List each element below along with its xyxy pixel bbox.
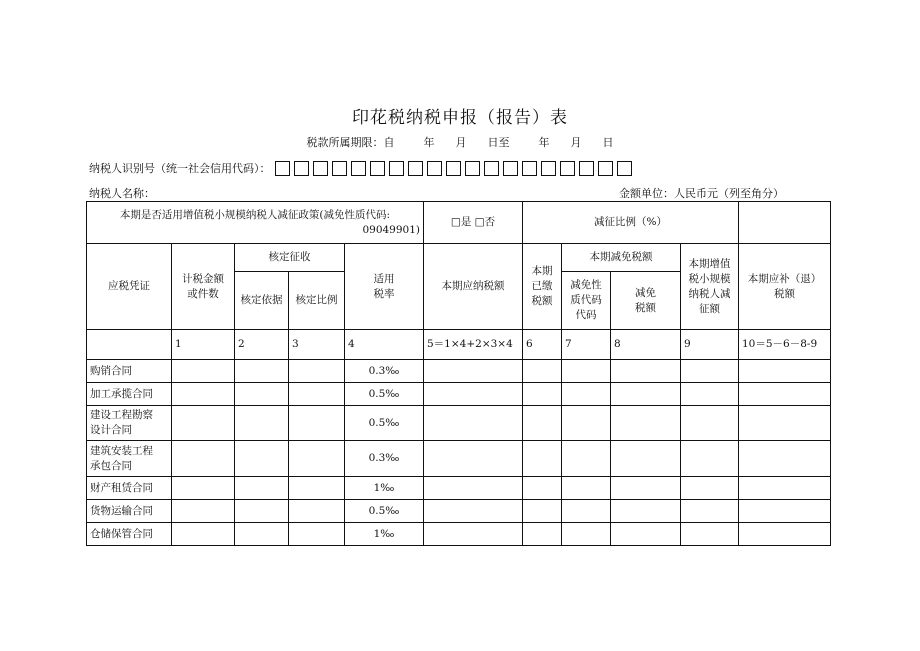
column-number-row (87, 330, 831, 360)
taxpayer-id-digit-box[interactable] (275, 161, 290, 176)
entry-cell[interactable] (523, 406, 562, 441)
entry-cell[interactable] (739, 360, 831, 383)
taxpayer-id-digit-box[interactable] (465, 161, 480, 176)
table-row (87, 477, 831, 500)
header-amount-line2: 或件数 (187, 287, 219, 300)
voucher-name-line1: 财产租赁合同 (90, 481, 153, 494)
entry-cell[interactable] (289, 500, 345, 523)
entry-cell[interactable] (172, 441, 235, 477)
entry-cell[interactable] (289, 477, 345, 500)
entry-cell[interactable] (424, 383, 523, 406)
table-row (87, 523, 831, 546)
period-label: 税款所属期限：自 (306, 136, 395, 149)
tax-rate: 0.5‰ (345, 500, 424, 523)
entry-cell[interactable] (172, 523, 235, 546)
header-paid-line3: 税额 (531, 295, 553, 307)
entry-cell[interactable] (235, 500, 289, 523)
header-small-scale (681, 244, 739, 330)
entry-cell[interactable] (235, 406, 289, 441)
policy-question (87, 202, 424, 244)
amount-unit: 金额单位：人民币元（列至角分） (619, 187, 784, 200)
taxpayer-id-digit-box[interactable] (332, 161, 347, 176)
voucher-name (87, 406, 172, 441)
entry-cell[interactable] (562, 383, 611, 406)
entry-cell[interactable] (681, 406, 739, 441)
entry-cell[interactable] (424, 441, 523, 477)
entry-cell[interactable] (739, 523, 831, 546)
reduction-ratio-label: 减征比例（%） (523, 202, 739, 244)
voucher-name-line1: 货物运输合同 (90, 504, 153, 517)
taxpayer-id-digit-box[interactable] (541, 161, 556, 176)
entry-cell[interactable] (424, 360, 523, 383)
entry-cell[interactable] (523, 360, 562, 383)
column-number: 5＝1×4+2×3×4 (424, 330, 523, 360)
header-code-line1: 减免性 (570, 279, 602, 291)
taxpayer-id-label: 纳税人识别号（统一社会信用代码）： (89, 162, 271, 175)
voucher-name-line2: 承包合同 (90, 459, 132, 472)
header-rate-line2: 税率 (373, 287, 395, 300)
entry-cell[interactable] (424, 406, 523, 441)
header-exempt (611, 272, 681, 330)
table-row (87, 406, 831, 441)
column-number: 2 (235, 330, 289, 360)
period-month-1: 月 (455, 136, 467, 149)
policy-text-line1: 本期是否适用增值税小规模纳税人减征政策(减免性质代码: (119, 208, 391, 221)
entry-cell[interactable] (523, 500, 562, 523)
tax-rate: 0.5‰ (345, 406, 424, 441)
entry-cell[interactable] (681, 360, 739, 383)
taxpayer-id-digit-box[interactable] (560, 161, 575, 176)
period-year-1: 年 (423, 136, 435, 149)
voucher-name (87, 477, 172, 500)
header-voucher: 应税凭证 (87, 244, 172, 330)
column-number: 3 (289, 330, 345, 360)
taxpayer-id-digit-box[interactable] (408, 161, 423, 176)
policy-text-line2: 09049901) (362, 223, 420, 236)
taxpayer-id-digit-box[interactable] (503, 161, 518, 176)
entry-cell[interactable] (235, 441, 289, 477)
taxpayer-id-digit-box[interactable] (427, 161, 442, 176)
tax-rate: 0.3‰ (345, 441, 424, 477)
entry-cell[interactable] (289, 360, 345, 383)
taxpayer-id-row (89, 160, 636, 176)
entry-cell[interactable] (681, 500, 739, 523)
header-ratio: 核定比例 (289, 272, 345, 330)
header-code (562, 272, 611, 330)
header-code-line3: 代码 (575, 309, 597, 321)
entry-cell[interactable] (235, 360, 289, 383)
entry-cell[interactable] (523, 477, 562, 500)
period-day-2: 日 (602, 136, 614, 149)
header-small-line4: 征额 (699, 302, 720, 315)
reduction-ratio-value[interactable] (739, 202, 831, 244)
header-small-line2: 税小规模 (688, 272, 731, 285)
entry-cell[interactable] (611, 360, 681, 383)
header-exempt-line1: 减免 (635, 286, 656, 299)
entry-cell[interactable] (562, 406, 611, 441)
voucher-name (87, 523, 172, 546)
entry-cell[interactable] (562, 523, 611, 546)
header-exempt-line2: 税额 (635, 301, 656, 314)
voucher-name-line1: 加工承揽合同 (90, 387, 153, 400)
entry-cell[interactable] (235, 383, 289, 406)
entry-cell[interactable] (739, 383, 831, 406)
taxpayer-name-label: 纳税人名称： (89, 187, 155, 200)
entry-cell[interactable] (289, 441, 345, 477)
voucher-name (87, 441, 172, 477)
table-row (87, 383, 831, 406)
header-paid (523, 244, 562, 330)
tax-period (0, 134, 920, 150)
entry-cell[interactable] (424, 477, 523, 500)
voucher-name (87, 383, 172, 406)
entry-cell[interactable] (289, 523, 345, 546)
policy-no-checkbox[interactable]: □否 (474, 216, 496, 228)
voucher-name-line2: 设计合同 (90, 424, 132, 436)
taxpayer-id-digit-box[interactable] (484, 161, 499, 176)
header-small-line1: 本期增值 (688, 257, 731, 270)
column-number-voucher (87, 330, 172, 360)
entry-cell[interactable] (681, 441, 739, 477)
tax-rate: 0.3‰ (345, 360, 424, 383)
header-rate (345, 244, 424, 330)
column-number: 4 (345, 330, 424, 360)
header-rate-line1: 适用 (373, 272, 395, 285)
taxpayer-id-digit-box[interactable] (370, 161, 385, 176)
policy-yes-checkbox[interactable]: □是 (450, 216, 472, 228)
entry-cell[interactable] (424, 523, 523, 546)
taxpayer-id-digit-box[interactable] (351, 161, 366, 176)
header-refund-line2: 税额 (774, 287, 795, 300)
tax-rate: 1‰ (345, 477, 424, 500)
header-assessed: 核定征收 (235, 244, 345, 272)
taxpayer-id-digit-box[interactable] (389, 161, 404, 176)
header-basis: 核定依据 (235, 272, 289, 330)
entry-cell[interactable] (235, 477, 289, 500)
entry-cell[interactable] (611, 523, 681, 546)
column-number: 8 (611, 330, 681, 360)
taxpayer-id-digit-box[interactable] (598, 161, 613, 176)
declaration-table (86, 201, 831, 546)
taxpayer-id-digit-box[interactable] (446, 161, 461, 176)
entry-cell[interactable] (562, 477, 611, 500)
entry-cell[interactable] (523, 523, 562, 546)
entry-cell[interactable] (172, 383, 235, 406)
voucher-name-line1: 仓储保管合同 (90, 527, 153, 540)
voucher-name-line1: 购销合同 (90, 364, 132, 377)
entry-cell[interactable] (172, 360, 235, 383)
column-number: 6 (523, 330, 562, 360)
entry-cell[interactable] (172, 406, 235, 441)
taxpayer-id-digit-box[interactable] (579, 161, 594, 176)
entry-cell[interactable] (235, 523, 289, 546)
entry-cell[interactable] (172, 500, 235, 523)
entry-cell[interactable] (172, 477, 235, 500)
voucher-name-line1: 建筑安装工程 (90, 444, 153, 457)
taxpayer-id-digit-box[interactable] (313, 161, 328, 176)
entry-cell[interactable] (611, 441, 681, 477)
entry-cell[interactable] (681, 383, 739, 406)
header-refund (739, 244, 831, 330)
period-day-1: 日至 (487, 136, 510, 149)
entry-cell[interactable] (562, 360, 611, 383)
policy-choice[interactable] (424, 202, 523, 244)
table-row (87, 500, 831, 523)
entry-cell[interactable] (611, 406, 681, 441)
tax-rate: 1‰ (345, 523, 424, 546)
entry-cell[interactable] (739, 500, 831, 523)
entry-cell[interactable] (523, 441, 562, 477)
period-year-2: 年 (538, 136, 550, 149)
entry-cell[interactable] (739, 477, 831, 500)
entry-cell[interactable] (289, 406, 345, 441)
header-amount (172, 244, 235, 330)
column-number: 10＝5－6－8-9 (739, 330, 831, 360)
header-refund-line1: 本期应补（退） (747, 272, 822, 285)
entry-cell[interactable] (562, 441, 611, 477)
voucher-name-line1: 建设工程勘察 (90, 409, 153, 421)
header-code-line2: 质代码 (570, 294, 602, 306)
entry-cell[interactable] (611, 500, 681, 523)
entry-cell[interactable] (289, 383, 345, 406)
period-month-2: 月 (570, 136, 582, 149)
header-payable: 本期应纳税额 (424, 244, 523, 330)
entry-cell[interactable] (424, 500, 523, 523)
entry-cell[interactable] (739, 441, 831, 477)
table-row (87, 360, 831, 383)
entry-cell[interactable] (611, 383, 681, 406)
entry-cell[interactable] (611, 477, 681, 500)
form-title: 印花税纳税申报（报告）表 (352, 108, 568, 128)
header-amount-line1: 计税金额 (182, 272, 224, 285)
taxpayer-id-digit-box[interactable] (522, 161, 537, 176)
header-small-line3: 纳税人减 (688, 287, 731, 300)
taxpayer-id-digit-box[interactable] (294, 161, 309, 176)
column-number: 1 (172, 330, 235, 360)
table-row (87, 441, 831, 477)
column-number: 9 (681, 330, 739, 360)
tax-rate: 0.5‰ (345, 383, 424, 406)
taxpayer-id-digit-box[interactable] (617, 161, 632, 176)
entry-cell[interactable] (523, 383, 562, 406)
taxpayer-id-boxes[interactable] (275, 161, 636, 176)
entry-cell[interactable] (562, 500, 611, 523)
header-paid-line1: 本期 (531, 265, 553, 277)
header-reduction: 本期减免税额 (562, 244, 681, 272)
column-number: 7 (562, 330, 611, 360)
voucher-name (87, 360, 172, 383)
voucher-name (87, 500, 172, 523)
entry-cell[interactable] (739, 406, 831, 441)
entry-cell[interactable] (681, 523, 739, 546)
entry-cell[interactable] (681, 477, 739, 500)
header-paid-line2: 已缴 (531, 280, 553, 292)
